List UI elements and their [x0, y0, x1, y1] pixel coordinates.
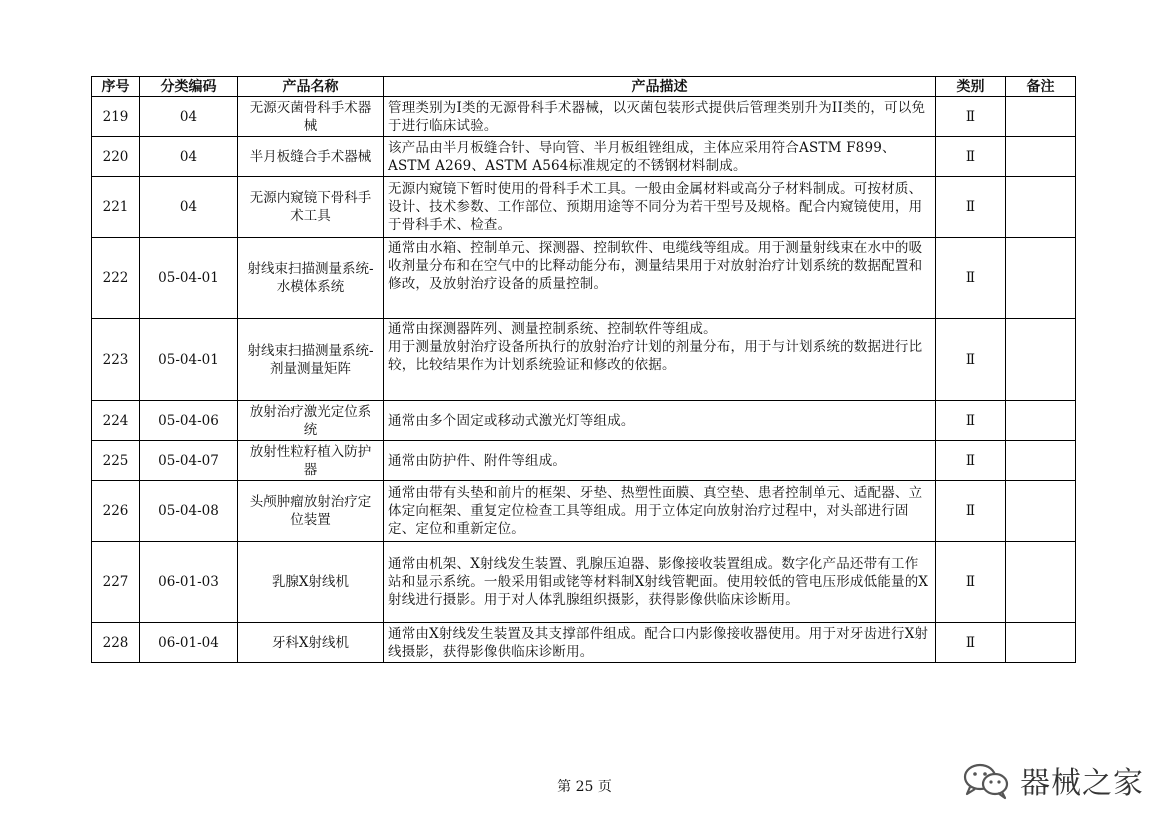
row-name: 射线束扫描测量系统-剂量测量矩阵	[238, 319, 384, 401]
table-row	[92, 97, 1076, 137]
row-class: Ⅱ	[936, 319, 1006, 401]
row-note	[1006, 319, 1076, 401]
row-desc: 通常由水箱、控制单元、探测器、控制软件、电缆线等组成。用于测量射线束在水中的吸收剂量分布和在空气中的比释动能分布，测量结果用于对放射治疗计划系统的数据配置和修改，及放射治疗设备的质量控制。	[384, 238, 936, 319]
row-no: 227	[92, 542, 140, 623]
row-class: Ⅱ	[936, 481, 1006, 542]
row-name: 无源内窥镜下骨科手术工具	[238, 177, 384, 238]
row-class: Ⅱ	[936, 542, 1006, 623]
table-row	[92, 623, 1076, 663]
row-no: 223	[92, 319, 140, 401]
row-code: 05-04-01	[140, 319, 238, 401]
row-desc: 管理类别为Ⅰ类的无源骨科手术器械，以灭菌包装形式提供后管理类别升为II类的，可以免于进行临床试验。	[384, 97, 936, 137]
row-note	[1006, 238, 1076, 319]
row-class: Ⅱ	[936, 441, 1006, 481]
row-class: Ⅱ	[936, 238, 1006, 319]
row-no: 219	[92, 97, 140, 137]
row-name: 半月板缝合手术器械	[238, 137, 384, 177]
row-no: 225	[92, 441, 140, 481]
header-no: 序号	[92, 77, 140, 97]
header-note: 备注	[1006, 77, 1076, 97]
row-no: 222	[92, 238, 140, 319]
row-no: 221	[92, 177, 140, 238]
header-row	[92, 77, 1076, 97]
row-code: 04	[140, 137, 238, 177]
row-note	[1006, 481, 1076, 542]
row-desc: 通常由X射线发生装置及其支撑部件组成。配合口内影像接收器使用。用于对牙齿进行X射线摄影，获得影像供临床诊断用。	[384, 623, 936, 663]
row-note	[1006, 177, 1076, 238]
row-no: 224	[92, 401, 140, 441]
row-note	[1006, 623, 1076, 663]
row-note	[1006, 542, 1076, 623]
row-class: Ⅱ	[936, 137, 1006, 177]
row-note	[1006, 97, 1076, 137]
row-class: Ⅱ	[936, 97, 1006, 137]
row-code: 04	[140, 177, 238, 238]
table-row	[92, 319, 1076, 401]
row-code: 05-04-01	[140, 238, 238, 319]
row-desc: 通常由机架、X射线发生装置、乳腺压迫器、影像接收装置组成。数字化产品还带有工作站和显示系统。一般采用钼或铑等材料制X射线管靶面。使用较低的管电压形成低能量的X射线进行摄影。用于对人体乳腺组织摄影，获得影像供临床诊断用。	[384, 542, 936, 623]
row-code: 06-01-03	[140, 542, 238, 623]
row-code: 05-04-08	[140, 481, 238, 542]
header-code: 分类编码	[140, 77, 238, 97]
table-row	[92, 481, 1076, 542]
row-name: 头颅肿瘤放射治疗定位装置	[238, 481, 384, 542]
header-desc: 产品描述	[384, 77, 936, 97]
row-desc: 通常由多个固定或移动式激光灯等组成。	[384, 401, 936, 441]
row-desc: 该产品由半月板缝合针、导向管、半月板组锉组成，主体应采用符合ASTM F899、ASTM A269、ASTM A564标准规定的不锈钢材料制成。	[384, 137, 936, 177]
row-no: 220	[92, 137, 140, 177]
row-note	[1006, 137, 1076, 177]
row-no: 228	[92, 623, 140, 663]
row-name: 乳腺X射线机	[238, 542, 384, 623]
row-name: 无源灭菌骨科手术器械	[238, 97, 384, 137]
row-desc: 通常由带有头垫和前片的框架、牙垫、热塑性面膜、真空垫、患者控制单元、适配器、立体定向框架、重复定位检查工具等组成。用于立体定向放射治疗过程中，对头部进行固定、定位和重新定位。	[384, 481, 936, 542]
table-row	[92, 441, 1076, 481]
wechat-icon	[960, 760, 1012, 800]
row-class: Ⅱ	[936, 623, 1006, 663]
header-name: 产品名称	[238, 77, 384, 97]
table-row	[92, 177, 1076, 238]
row-code: 04	[140, 97, 238, 137]
row-class: Ⅱ	[936, 177, 1006, 238]
table-row	[92, 401, 1076, 441]
row-code: 06-01-04	[140, 623, 238, 663]
row-class: Ⅱ	[936, 401, 1006, 441]
row-desc: 通常由防护件、附件等组成。	[384, 441, 936, 481]
row-name: 射线束扫描测量系统-水模体系统	[238, 238, 384, 319]
row-name: 牙科X射线机	[238, 623, 384, 663]
row-name: 放射性粒籽植入防护器	[238, 441, 384, 481]
row-code: 05-04-06	[140, 401, 238, 441]
table-row	[92, 238, 1076, 319]
table-row	[92, 542, 1076, 623]
row-desc: 通常由探测器阵列、测量控制系统、控制软件等组成。 用于测量放射治疗设备所执行的放射治疗计划的剂量分布，用于与计划系统的数据进行比较，比较结果作为计划系统验证和修改的依据。	[384, 319, 936, 401]
product-table	[91, 76, 1076, 663]
row-desc: 无源内窥镜下暂时使用的骨科手术工具。一般由金属材料或高分子材料制成。可按材质、设计、技术参数、工作部位、预期用途等不同分为若干型号及规格。配合内窥镜使用，用于骨科手术、检查。	[384, 177, 936, 238]
watermark-text: 器械之家	[1020, 766, 1144, 801]
page-number: 第 25 页	[557, 779, 612, 795]
row-name: 放射治疗激光定位系统	[238, 401, 384, 441]
header-class: 类别	[936, 77, 1006, 97]
row-note	[1006, 441, 1076, 481]
row-code: 05-04-07	[140, 441, 238, 481]
row-no: 226	[92, 481, 140, 542]
row-note	[1006, 401, 1076, 441]
watermark	[960, 758, 1144, 802]
table-row	[92, 137, 1076, 177]
